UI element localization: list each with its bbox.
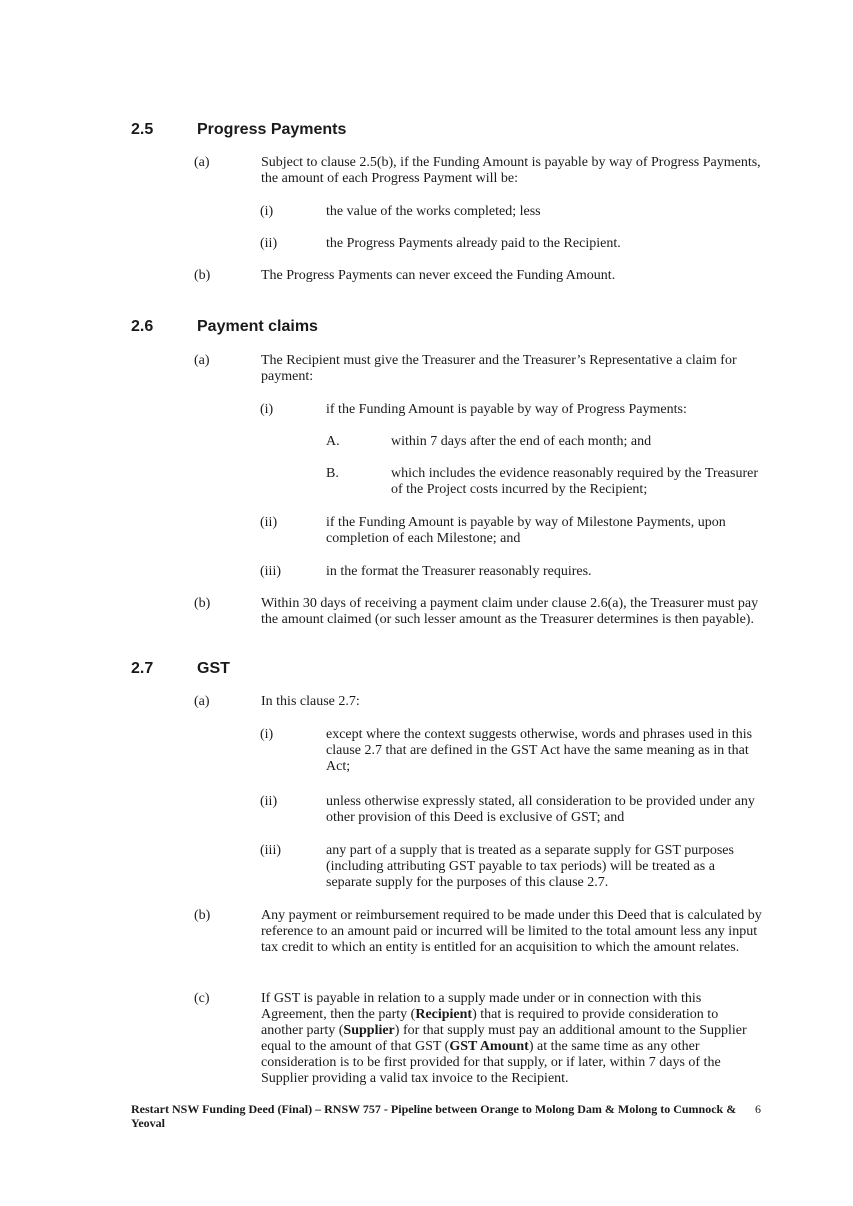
clause-2-7-a-text: In this clause 2.7: <box>261 694 360 709</box>
clause-2-5-a-text: Subject to clause 2.5(b), if the Funding Amount is payable by way of Progress Payments, the amount of each Progress Payment will be: <box>261 155 761 186</box>
defined-term-gst-amount: GST Amount <box>449 1039 529 1054</box>
footer-page-number: 6 <box>755 1102 761 1116</box>
footer-document-title: Restart NSW Funding Deed (Final) – RNSW 757 - Pipeline between Orange to Molong Dam & Molong to Cumnock & Yeoval <box>131 1102 737 1130</box>
clause-2-7-a-label: (a) <box>194 694 210 709</box>
clause-2-7-b-text: Any payment or reimbursement required to be made under this Deed that is calculated by reference to an amount paid or incurred will be limited to the total amount less any input tax credit to which an entity is entitled for an acquisition to which the amount relates. <box>261 908 762 955</box>
clause-2-7-a-ii-text: unless otherwise expressly stated, all consideration to be provided under any other provision of this Deed is exclusive of GST; and <box>326 794 755 825</box>
clause-2-5-b-label: (b) <box>194 268 211 283</box>
clause-2-6-a-iii-text: in the format the Treasurer reasonably requires. <box>326 564 592 579</box>
clause-2-6-a-i-A-text: within 7 days after the end of each month; and <box>391 434 652 449</box>
clause-2-7-c-text-part1: If GST is payable in relation to a supply made under or in connection with this Agreement, then the party ( <box>261 991 702 1022</box>
defined-term-supplier: Supplier <box>343 1023 395 1038</box>
clause-2-7-a-iii-text: any part of a supply that is treated as a separate supply for GST purposes (including attributing GST payable to tax periods) will be treated as a separate supply for the purposes of this clause 2.7. <box>326 843 734 890</box>
clause-2-7-c-label: (c) <box>194 991 210 1006</box>
clause-2-6-a-iii-label: (iii) <box>260 564 281 579</box>
clause-2-6-a-text: The Recipient must give the Treasurer and the Treasurer’s Representative a claim for payment: <box>261 353 737 384</box>
clause-2-6-a-ii-label: (ii) <box>260 515 278 530</box>
clause-2-6-b-text: Within 30 days of receiving a payment claim under clause 2.6(a), the Treasurer must pay the amount claimed (or such lesser amount as the Treasurer determines is then payable). <box>261 596 759 627</box>
clause-2-7-b-label: (b) <box>194 908 211 923</box>
clause-2-6-a-i-A-label: A. <box>326 434 340 449</box>
clause-2-6-a-label: (a) <box>194 353 210 368</box>
clause-2-5-a-ii-label: (ii) <box>260 236 278 251</box>
clause-2-5-a-ii-text: the Progress Payments already paid to the Recipient. <box>326 236 621 251</box>
clause-2-5-a-label: (a) <box>194 155 210 170</box>
clause-2-7-c-text-part3: ) for that supply must pay an additional amount to the Supplier equal to the amount of that GST ( <box>261 1023 747 1054</box>
clause-2-7-a-ii-label: (ii) <box>260 794 278 809</box>
defined-term-recipient: Recipient <box>415 1007 473 1022</box>
section-2-7-title: GST <box>197 660 230 677</box>
clause-2-7-c-text-part4: ) at the same time as any other consideration is to be first provided for that supply, or if later, within 7 days of the Supplier providing a valid tax invoice to the Recipient. <box>261 1039 721 1086</box>
section-2-7-number: 2.7 <box>131 660 154 677</box>
clause-2-7-a-iii-label: (iii) <box>260 843 281 858</box>
clause-2-6-a-ii-text: if the Funding Amount is payable by way of Milestone Payments, upon completion of each Milestone; and <box>326 515 726 546</box>
clause-2-6-a-i-text: if the Funding Amount is payable by way of Progress Payments: <box>326 402 687 417</box>
section-2-6-title: Payment claims <box>197 318 318 335</box>
clause-2-5-a-i-label: (i) <box>260 204 274 219</box>
clause-2-7-a-i-text: except where the context suggests otherwise, words and phrases used in this clause 2.7 that are defined in the GST Act have the same meaning as in that Act; <box>326 727 753 774</box>
clause-2-5-a-i-text: the value of the works completed; less <box>326 204 541 219</box>
section-2-5-title: Progress Payments <box>197 121 347 138</box>
clause-2-7-c-text-part2: ) that is required to provide consideration to another party ( <box>261 1007 719 1038</box>
clause-2-7-c-text <box>261 991 763 1087</box>
section-2-5-number: 2.5 <box>131 121 154 138</box>
clause-2-7-a-i-label: (i) <box>260 727 274 742</box>
clause-2-6-b-label: (b) <box>194 596 211 611</box>
clause-2-6-a-i-B-label: B. <box>326 466 339 481</box>
section-2-6-number: 2.6 <box>131 318 154 335</box>
clause-2-5-b-text: The Progress Payments can never exceed the Funding Amount. <box>261 268 616 283</box>
clause-2-6-a-i-B-text: which includes the evidence reasonably required by the Treasurer of the Project costs incurred by the Recipient; <box>391 466 758 497</box>
clause-2-6-a-i-label: (i) <box>260 402 274 417</box>
